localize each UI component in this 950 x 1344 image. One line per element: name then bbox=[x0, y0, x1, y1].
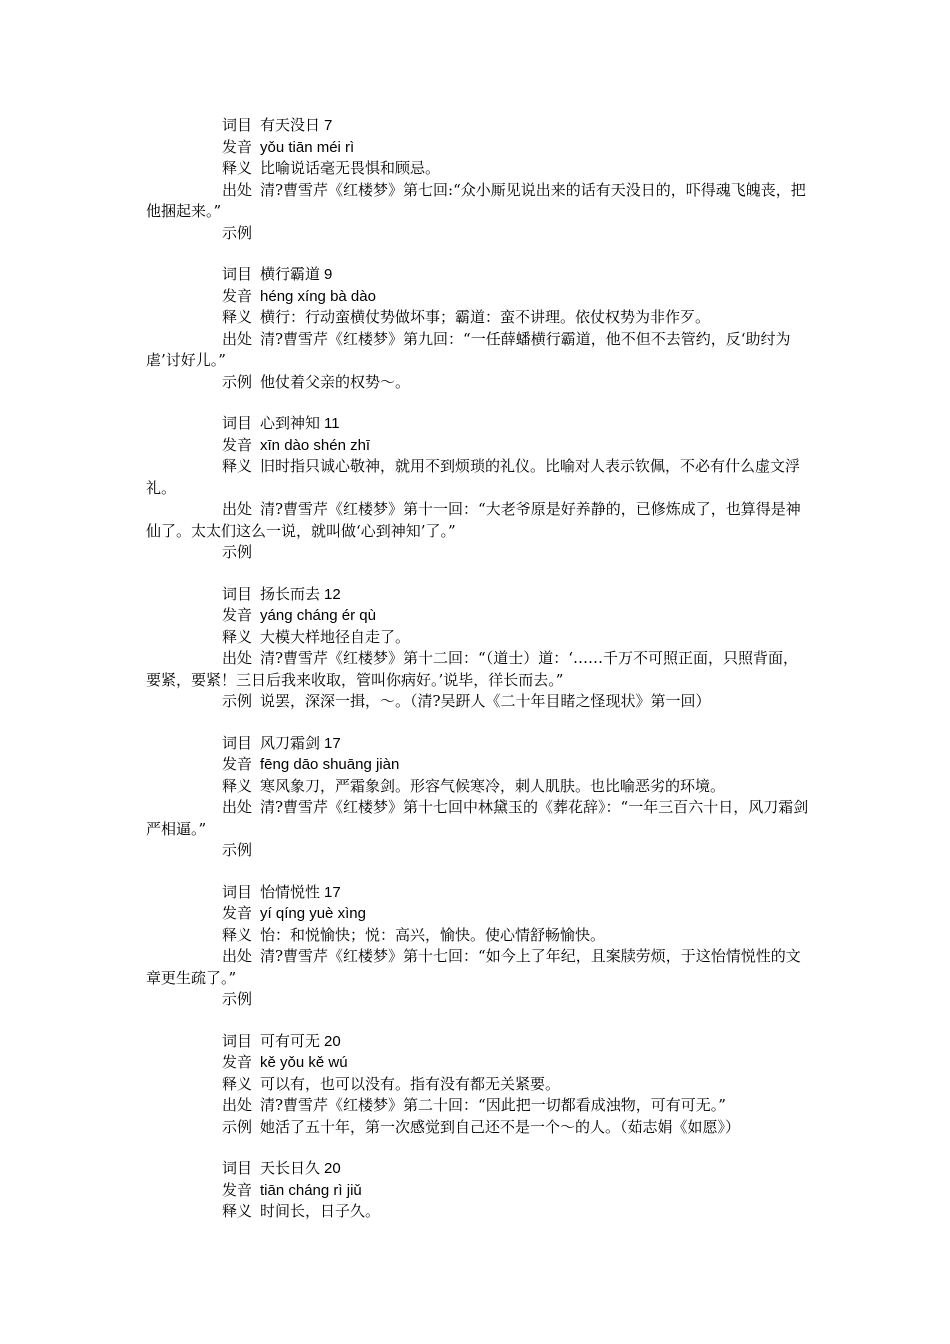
idiom-entry bbox=[146, 733, 810, 862]
pinyin-text: kě yǒu kě wú bbox=[260, 1054, 348, 1071]
meaning-label: 释义 bbox=[222, 627, 253, 646]
source-text: 清?曹雪芹《红楼梦》第十七回：“如今上了年纪，且案牍劳烦，于这怡情悦性的文章更生疏了。” bbox=[146, 947, 801, 987]
meaning-line bbox=[146, 925, 810, 947]
term-line bbox=[146, 733, 810, 755]
term-text: 天长日久 bbox=[260, 1159, 321, 1177]
source-text: 清?曹雪芹《红楼梦》第十一回：“大老爷原是好养静的，已修炼成了，也算得是神仙了。太太们这么一说，就叫做‘心到神知’了。” bbox=[146, 500, 801, 540]
term-label: 词目 bbox=[222, 116, 253, 134]
example-line bbox=[146, 1117, 810, 1139]
meaning-text: 横行：行动蛮横仗势做坏事；霸道：蛮不讲理。依仗权势为非作歹。 bbox=[260, 308, 711, 326]
meaning-label: 释义 bbox=[222, 1074, 253, 1093]
source-line bbox=[146, 797, 810, 840]
meaning-text: 大模大样地径自走了。 bbox=[260, 627, 411, 646]
example-line bbox=[146, 989, 810, 1011]
source-label: 出处 bbox=[222, 180, 253, 199]
meaning-label: 释义 bbox=[222, 776, 253, 795]
meaning-line bbox=[146, 1074, 810, 1096]
term-line bbox=[146, 1158, 810, 1180]
term-line bbox=[146, 413, 810, 435]
source-text: 清?曹雪芹《红楼梦》第十七回中林黛玉的《葬花辞》：“一年三百六十日，风刀霜剑严相逼。” bbox=[146, 798, 809, 838]
source-text: 清?曹雪芹《红楼梦》第二十回：“因此把一切都看成浊物，可有可无。” bbox=[260, 1096, 726, 1114]
pron-label: 发音 bbox=[222, 1180, 253, 1199]
example-label: 示例 bbox=[222, 1117, 253, 1136]
meaning-line bbox=[146, 627, 810, 649]
idiom-entry bbox=[146, 1031, 810, 1139]
source-line bbox=[146, 329, 810, 372]
pron-label: 发音 bbox=[222, 1053, 253, 1071]
example-label: 示例 bbox=[222, 372, 253, 391]
example-text: 说罢，深深一揖，～。（清?吴趼人《二十年目睹之怪现状》第一回） bbox=[260, 692, 711, 710]
meaning-line bbox=[146, 1201, 810, 1223]
chapter-number: 17 bbox=[324, 734, 341, 752]
idiom-entry bbox=[146, 264, 810, 393]
meaning-label: 释义 bbox=[222, 159, 253, 177]
example-label: 示例 bbox=[222, 543, 253, 561]
example-line bbox=[146, 223, 810, 245]
example-line bbox=[146, 542, 810, 564]
pinyin-text: héng xíng bà dào bbox=[260, 287, 376, 305]
idiom-entry bbox=[146, 1158, 810, 1223]
idiom-entry bbox=[146, 584, 810, 713]
source-text: 清?曹雪芹《红楼梦》第九回：“一任薛蟠横行霸道，他不但不去管约，反‘助纣为虐’讨好儿。” bbox=[146, 329, 791, 369]
example-label: 示例 bbox=[222, 841, 253, 859]
source-text: 清?曹雪芹《红楼梦》第七回:“众小厮见说出来的话有天没日的，吓得魂飞魄丧，把他捆起来。” bbox=[146, 180, 806, 220]
term-line bbox=[146, 1031, 810, 1053]
pron-line bbox=[146, 435, 810, 457]
chapter-number: 7 bbox=[324, 117, 333, 134]
source-label: 出处 bbox=[222, 500, 253, 518]
chapter-number: 11 bbox=[324, 415, 340, 432]
pron-line bbox=[146, 754, 810, 776]
term-label: 词目 bbox=[222, 1031, 253, 1050]
meaning-label: 释义 bbox=[222, 925, 253, 944]
term-text: 横行霸道 bbox=[260, 265, 321, 283]
meaning-label: 释义 bbox=[222, 308, 253, 326]
pinyin-text: tiān cháng rì jiǔ bbox=[260, 1181, 362, 1199]
source-label: 出处 bbox=[222, 1096, 253, 1114]
meaning-label: 释义 bbox=[222, 457, 253, 475]
pinyin-text: yǒu tiān méi rì bbox=[260, 138, 355, 156]
pron-line bbox=[146, 605, 810, 627]
example-label: 示例 bbox=[222, 990, 253, 1008]
pron-label: 发音 bbox=[222, 286, 253, 305]
meaning-line bbox=[146, 158, 810, 180]
term-text: 风刀霜剑 bbox=[260, 733, 321, 752]
source-line bbox=[146, 648, 810, 691]
source-label: 出处 bbox=[222, 947, 253, 965]
chapter-number: 20 bbox=[324, 1160, 341, 1177]
example-label: 示例 bbox=[222, 692, 253, 710]
meaning-text: 时间长，日子久。 bbox=[260, 1202, 381, 1220]
source-label: 出处 bbox=[222, 798, 253, 816]
source-line bbox=[146, 946, 810, 989]
term-line bbox=[146, 882, 810, 904]
term-label: 词目 bbox=[222, 733, 253, 752]
meaning-text: 寒风象刀，严霜象剑。形容气候寒冷，刺人肌肤。也比喻恶劣的环境。 bbox=[260, 776, 726, 795]
pron-line bbox=[146, 903, 810, 925]
pinyin-text: fēng dāo shuāng jiàn bbox=[260, 756, 400, 773]
meaning-text: 可以有，也可以没有。指有没有都无关紧要。 bbox=[260, 1074, 561, 1093]
source-label: 出处 bbox=[222, 329, 253, 348]
source-line bbox=[146, 180, 810, 223]
pinyin-text: xīn dào shén zhī bbox=[260, 436, 371, 454]
pron-label: 发音 bbox=[222, 755, 253, 773]
source-text: 清?曹雪芹《红楼梦》第十二回：“（道士）道：‘……千万不可照正面，只照背面，要紧，要紧！三日后我来收取，管叫你病好。’说毕，徉长而去。” bbox=[146, 649, 798, 689]
term-text: 心到神知 bbox=[260, 414, 321, 432]
example-text: 她活了五十年，第一次感觉到自己还不是一个～的人。（茹志娟《如愿》） bbox=[260, 1117, 741, 1136]
idiom-entry bbox=[146, 413, 810, 564]
term-text: 可有可无 bbox=[260, 1031, 321, 1050]
pron-label: 发音 bbox=[222, 606, 253, 624]
meaning-label: 释义 bbox=[222, 1202, 253, 1220]
source-label: 出处 bbox=[222, 649, 253, 667]
pron-line bbox=[146, 286, 810, 308]
source-line bbox=[146, 499, 810, 542]
example-line bbox=[146, 840, 810, 862]
pron-label: 发音 bbox=[222, 435, 253, 454]
term-line bbox=[146, 584, 810, 606]
meaning-line bbox=[146, 307, 810, 329]
term-label: 词目 bbox=[222, 882, 253, 901]
term-label: 词目 bbox=[222, 414, 253, 432]
example-line bbox=[146, 372, 810, 394]
pron-label: 发音 bbox=[222, 137, 253, 156]
pinyin-text: yí qíng yuè xìng bbox=[260, 905, 366, 922]
pron-line bbox=[146, 1052, 810, 1074]
term-line bbox=[146, 264, 810, 286]
chapter-number: 12 bbox=[324, 585, 341, 603]
pinyin-text: yáng cháng ér qù bbox=[260, 607, 376, 624]
pron-line bbox=[146, 137, 810, 159]
pron-label: 发音 bbox=[222, 904, 253, 922]
term-text: 有天没日 bbox=[260, 116, 321, 134]
meaning-line bbox=[146, 776, 810, 798]
pron-line bbox=[146, 1180, 810, 1202]
meaning-line bbox=[146, 456, 810, 499]
chapter-number: 9 bbox=[324, 266, 333, 283]
chapter-number: 20 bbox=[324, 1032, 341, 1050]
meaning-text: 怡：和悦愉快；悦：高兴，愉快。使心情舒畅愉快。 bbox=[260, 925, 606, 944]
term-line bbox=[146, 115, 810, 137]
term-label: 词目 bbox=[222, 265, 253, 283]
idiom-entry bbox=[146, 882, 810, 1011]
example-line bbox=[146, 691, 810, 713]
term-text: 扬长而去 bbox=[260, 584, 321, 603]
example-text: 他仗着父亲的权势～。 bbox=[260, 372, 411, 391]
document-page bbox=[146, 115, 810, 1243]
term-label: 词目 bbox=[222, 584, 253, 603]
term-label: 词目 bbox=[222, 1159, 253, 1177]
term-text: 怡情悦性 bbox=[260, 882, 321, 901]
example-label: 示例 bbox=[222, 223, 253, 242]
source-line bbox=[146, 1095, 810, 1117]
meaning-text: 比喻说话毫无畏惧和顾忌。 bbox=[260, 159, 441, 177]
meaning-text: 旧时指只诚心敬神，就用不到烦琐的礼仪。比喻对人表示钦佩，不必有什么虚文浮礼。 bbox=[146, 457, 801, 497]
chapter-number: 17 bbox=[324, 883, 341, 901]
idiom-entry bbox=[146, 115, 810, 244]
